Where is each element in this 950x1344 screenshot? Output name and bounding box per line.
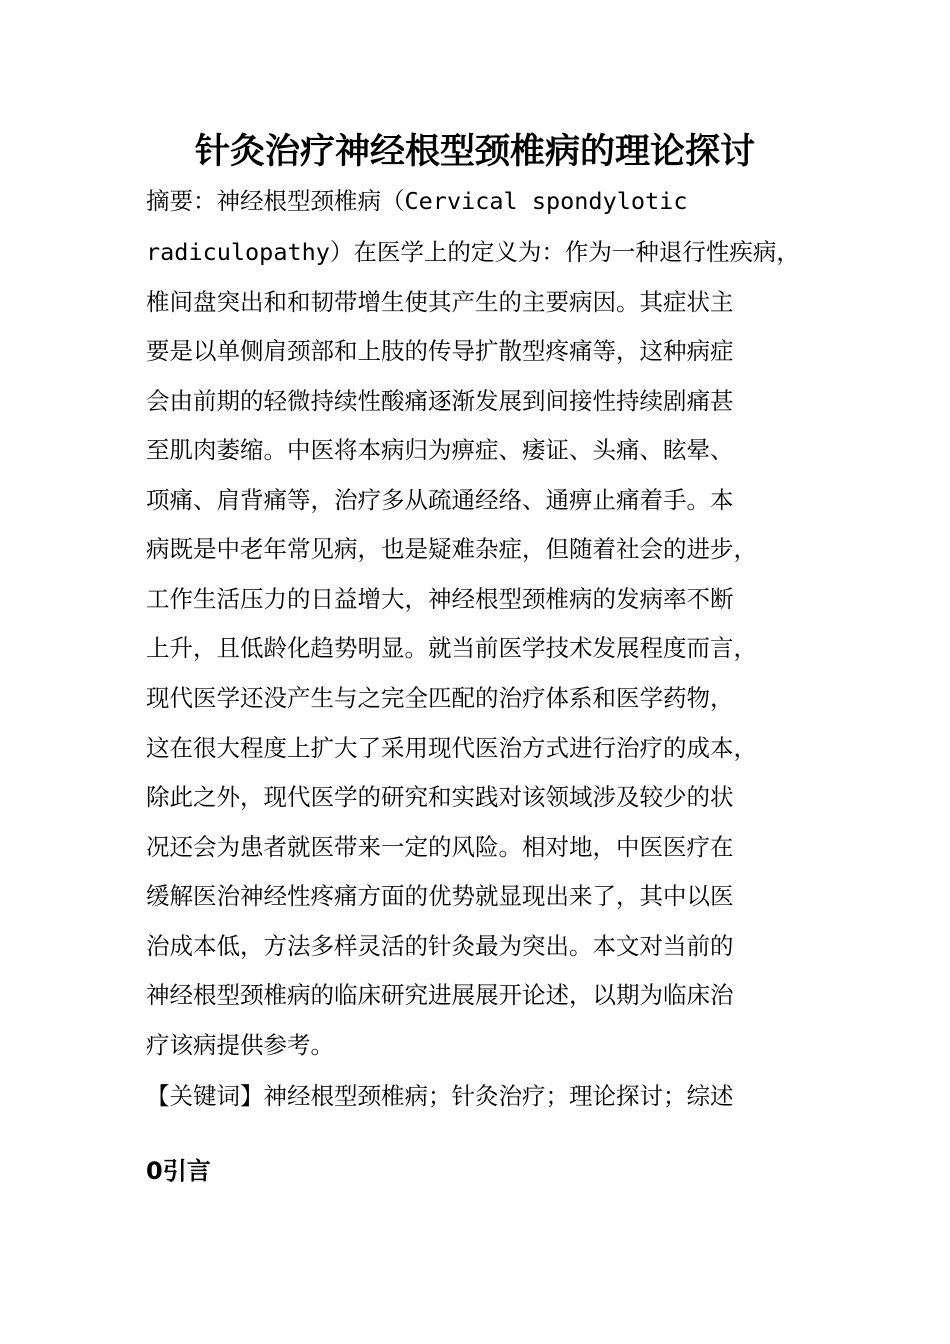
abstract-line: 疗该病提供参考。 xyxy=(146,1031,334,1059)
abstract-line: 椎间盘突出和和韧带增生使其产生的主要病因。其症状主 xyxy=(146,288,734,316)
abstract-line: 现代医学还没产生与之完全匹配的治疗体系和医学药物， xyxy=(146,684,734,712)
abstract-line: 治成本低，方法多样灵活的针灸最为突出。本文对当前的 xyxy=(146,932,734,960)
abstract-line: 况还会为患者就医带来一定的风险。相对地，中医医疗在 xyxy=(146,833,734,861)
abstract-line: 项痛、肩背痛等，治疗多从疏通经络、通痹止痛着手。本 xyxy=(146,486,734,514)
document-title: 针灸治疗神经根型颈椎病的理论探讨 xyxy=(194,132,755,172)
keywords-line: 【关键词】神经根型颈椎病；针灸治疗；理论探讨；综述 xyxy=(146,1082,734,1110)
abstract-line: 要是以单侧肩颈部和上肢的传导扩散型疼痛等，这种病症 xyxy=(146,337,734,365)
abstract-line: 会由前期的轻微持续性酸痛逐渐发展到间接性持续剧痛甚 xyxy=(146,387,734,415)
abstract-line: 工作生活压力的日益增大，神经根型颈椎病的发病率不断 xyxy=(146,585,734,613)
abstract-line: 摘要：神经根型颈椎病（Cervical spondylotic xyxy=(146,187,688,215)
abstract-line: 除此之外，现代医学的研究和实践对该领域涉及较少的状 xyxy=(146,783,734,811)
abstract-line: 上升，且低龄化趋势明显。就当前医学技术发展程度而言， xyxy=(146,634,757,662)
abstract-line: 病既是中老年常见病，也是疑难杂症，但随着社会的进步， xyxy=(146,535,757,563)
abstract-line: 这在很大程度上扩大了采用现代医治方式进行治疗的成本， xyxy=(146,734,757,762)
section-heading: 0引言 xyxy=(146,1157,211,1185)
abstract-line: 至肌肉萎缩。中医将本病归为痹症、痿证、头痛、眩晕、 xyxy=(146,436,734,464)
abstract-line: radiculopathy）在医学上的定义为：作为一种退行性疾病， xyxy=(146,238,800,266)
abstract-line: 神经根型颈椎病的临床研究进展展开论述，以期为临床治 xyxy=(146,981,734,1009)
abstract-line: 缓解医治神经性疼痛方面的优势就显现出来了，其中以医 xyxy=(146,882,734,910)
